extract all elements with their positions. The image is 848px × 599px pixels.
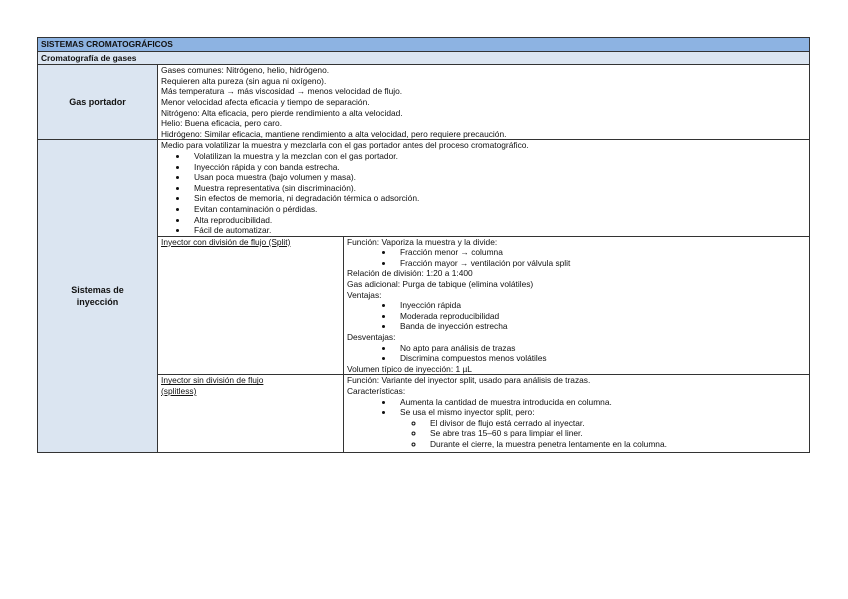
list-item: ◦ Durante el cierre, la muestra penetra lentamente en la columna. (424, 439, 806, 450)
split-name-cell (158, 236, 344, 375)
gas-line: Requieren alta pureza (sin agua ni oxígeno). (161, 75, 327, 86)
list-item: • Aumenta la cantidad de muestra introducida en columna. (394, 397, 806, 408)
gas-portador-content (158, 65, 810, 140)
splitless-name-line2: (splitless) (161, 386, 197, 396)
table-title: SISTEMAS CROMATOGRÁFICOS (38, 38, 810, 52)
split-funcion: Función: Vaporiza la muestra y la divide: (347, 236, 498, 247)
inyeccion-intro-row (38, 140, 810, 236)
subtitle-row (38, 51, 810, 65)
gas-line: Menor velocidad afecta eficacia y tiempo de separación. (161, 96, 370, 107)
list-item: • Fácil de automatizar. (188, 225, 806, 236)
title-row (38, 38, 810, 52)
splitless-name-line1: Inyector sin división de flujo (161, 375, 264, 386)
split-funcion-list (347, 247, 806, 268)
list-item: ◦ El divisor de flujo está cerrado al inyectar. (424, 418, 806, 429)
splitless-sub-list (347, 418, 806, 450)
list-item: • No apto para análisis de trazas (394, 343, 806, 354)
inyeccion-intro-content (158, 140, 810, 236)
split-ventajas-list (347, 300, 806, 332)
list-item: • Moderada reproducibilidad (394, 311, 806, 322)
inyeccion-bullet-list (161, 151, 806, 236)
gas-line: Gases comunes: Nitrógeno, helio, hidrógeno. (161, 65, 330, 76)
list-item: • Muestra representativa (sin discriminación). (188, 183, 806, 194)
split-volumen: Volumen típico de inyección: 1 µL (347, 363, 472, 374)
gas-line: Hidrógeno: Similar eficacia, mantiene rendimiento a alta velocidad, pero requiere precaución. (161, 128, 507, 139)
inyeccion-intro-text: Medio para volatilizar la muestra y mezclarla con el gas portador antes del proceso cromatográfico. (161, 140, 529, 151)
list-item: • Alta reproducibilidad. (188, 215, 806, 226)
gas-portador-row (38, 65, 810, 140)
splitless-name-cell (158, 375, 344, 452)
splitless-caracteristicas-label: Características: (347, 386, 406, 396)
list-item: • Discrimina compuestos menos volátiles (394, 353, 806, 364)
splitless-funcion: Función: Variante del inyector split, usado para análisis de trazas. (347, 375, 591, 386)
split-gas-adicional: Gas adicional: Purga de tabique (elimina volátiles) (347, 279, 534, 290)
split-ventajas-label: Ventajas: (347, 289, 382, 300)
list-item: • Volatilizan la muestra y la mezclan con el gas portador. (188, 151, 806, 162)
split-desventajas-label: Desventajas: (347, 332, 396, 343)
list-item: • Evitan contaminación o pérdidas. (188, 204, 806, 215)
split-name: Inyector con división de flujo (Split) (161, 236, 291, 247)
gas-line: Helio: Buena eficacia, pero caro. (161, 118, 283, 129)
gas-line: Nitrógeno: Alta eficacia, pero pierde rendimiento a alta velocidad. (161, 107, 403, 118)
sistemas-inyeccion-label: Sistemas de inyección (38, 140, 158, 452)
chromatography-table (37, 37, 810, 453)
splitless-caracteristicas-list (347, 397, 806, 418)
split-details-cell (344, 236, 810, 375)
splitless-details-cell (344, 375, 810, 452)
document-page (37, 37, 809, 453)
list-item: • Se usa el mismo inyector split, pero: (394, 407, 806, 418)
list-item: • Inyección rápida y con banda estrecha. (188, 162, 806, 173)
gas-portador-label: Gas portador (38, 65, 158, 140)
table-subtitle: Cromatografía de gases (38, 51, 810, 65)
list-item: • Sin efectos de memoria, ni degradación térmica o adsorción. (188, 193, 806, 204)
split-relacion: Relación de división: 1:20 a 1:400 (347, 268, 473, 279)
gas-line: Más temperatura → más viscosidad → menos velocidad de flujo. (161, 86, 403, 97)
list-item: • Usan poca muestra (bajo volumen y masa). (188, 172, 806, 183)
list-item: • Fracción menor → columna (394, 247, 806, 258)
list-item: • Banda de inyección estrecha (394, 321, 806, 332)
list-item: • Inyección rápida (394, 300, 806, 311)
split-desventajas-list (347, 343, 806, 364)
list-item: • Fracción mayor → ventilación por válvula split (394, 258, 806, 269)
list-item: ◦ Se abre tras 15–60 s para limpiar el liner. (424, 428, 806, 439)
